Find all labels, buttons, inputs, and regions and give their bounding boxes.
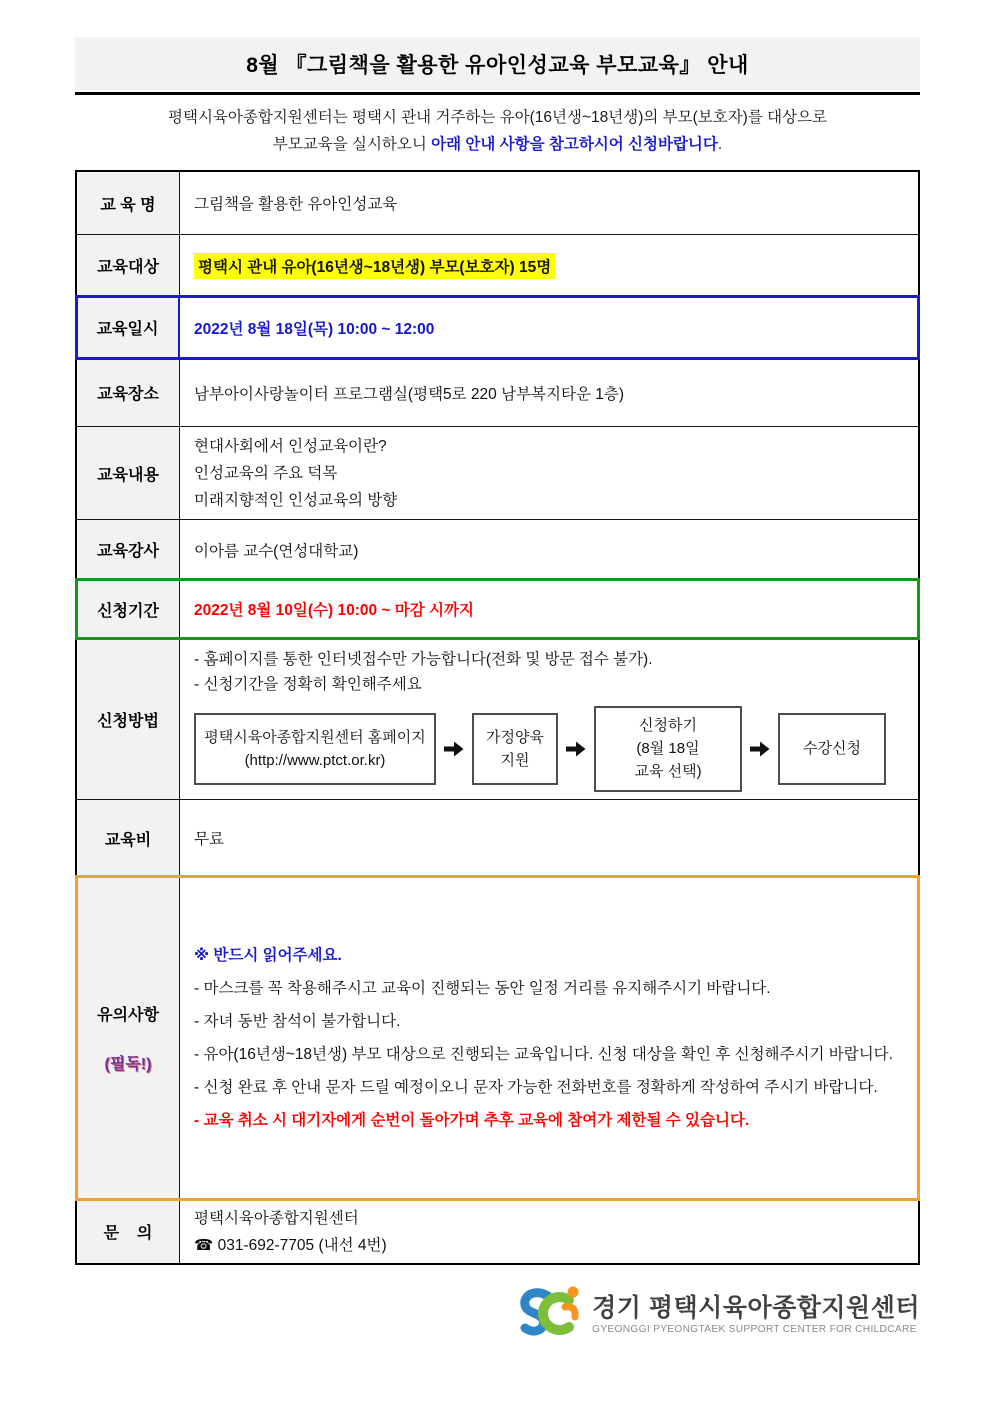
highlighted-target-text: 평택시 관내 유아(16년생~18년생) 부모(보호자) 15명 (194, 253, 555, 279)
arrow-right-icon (750, 741, 770, 757)
label-caution: 유의사항 (필독!) (77, 877, 180, 1199)
row-target (77, 235, 918, 297)
arrow-right-icon (444, 741, 464, 757)
label-lecturer: 교육강사 (77, 520, 180, 579)
notice-header: ※ 반드시 읽어주세요. (194, 947, 342, 964)
label-course-name: 교 육 명 (77, 172, 180, 234)
flow-step-enroll: 수강신청 (778, 713, 886, 785)
method-bullet-1: - 홈페이지를 통한 인터넷접수만 가능합니다(전화 및 방문 접수 불가). (194, 650, 653, 668)
contents-line-3: 미래지향적인 인성교육의 방향 (194, 491, 398, 509)
flow-step-apply: 신청하기 (8월 18일 교육 선택) (594, 706, 742, 792)
apply-flow-diagram (194, 706, 908, 792)
notice-item-2: - 자녀 동반 참석이 불가합니다. (194, 1013, 401, 1030)
row-contact (77, 1200, 918, 1263)
page-title: 8월 『그림책을 활용한 유아인성교육 부모교육』 안내 (246, 53, 749, 77)
label-target: 교육대상 (77, 235, 180, 296)
method-bullet-2: - 신청기간을 정확히 확인해주세요 (194, 675, 422, 693)
flow-step-homepage: 평택시육아종합지원센터 홈페이지 (http://www.ptct.or.kr) (194, 713, 436, 785)
intro-emphasis: 아래 안내 사항을 참고하시어 신청바랍니다 (431, 136, 718, 153)
info-table (75, 170, 920, 1265)
logo-korean-name: 경기 평택시육아종합지원센터 (592, 1294, 920, 1322)
footer (75, 1283, 920, 1346)
label-fee: 교육비 (77, 800, 180, 876)
label-apply-period: 신청기간 (77, 580, 180, 638)
intro-line-1: 평택시육아종합지원센터는 평택시 관내 거주하는 유아(16년생~18년생)의 부모(보호자)를 대상으로 (168, 109, 827, 126)
value-contact (180, 1200, 918, 1263)
row-fee (77, 800, 918, 877)
contents-line-2: 인성교육의 주요 덕목 (194, 464, 338, 482)
value-datetime: 2022년 8월 18일(목) 10:00 ~ 12:00 (194, 320, 435, 338)
value-apply-period: 2022년 8월 10일(수) 10:00 ~ 마감 시까지 (194, 602, 474, 619)
logo-english-name: GYEONGGI PYEONGTAEK SUPPORT CENTER FOR CHILDCARE (592, 1324, 917, 1335)
value-contents (180, 427, 918, 519)
value-course-name: 그림책을 활용한 유아인성교육 (194, 196, 398, 213)
contact-center-name: 평택시육아종합지원센터 (194, 1209, 359, 1227)
label-datetime: 교육일시 (77, 297, 180, 358)
value-target (180, 235, 918, 296)
phone-icon: ☎ (194, 1236, 214, 1254)
label-place: 교육장소 (77, 359, 180, 426)
label-contents: 교육내용 (77, 427, 180, 519)
row-apply-period (77, 580, 918, 639)
notice-item-1: - 마스크를 꼭 착용해주시고 교육이 진행되는 동안 일정 거리를 유지해주시기 바랍니다. (194, 980, 771, 997)
value-lecturer: 이아름 교수(연성대학교) (194, 542, 359, 560)
row-course-name (77, 172, 918, 235)
value-place: 남부아이사랑놀이터 프로그램실(평택5로 220 남부복지타운 1층) (194, 385, 625, 403)
title-bar (75, 37, 920, 90)
contents-line-1: 현대사회에서 인성교육이란? (194, 437, 387, 455)
row-apply-method (77, 639, 918, 800)
arrow-right-icon (566, 741, 586, 757)
flow-step-menu: 가정양육 지원 (472, 713, 558, 785)
row-datetime (77, 297, 918, 359)
intro-line-2: 부모교육을 실시하오니 아래 안내 사항을 참고하시어 신청바랍니다. (272, 136, 723, 153)
childcare-center-logo-icon (518, 1283, 582, 1346)
contact-phone-number: 031-692-7705 (내선 4번) (213, 1236, 387, 1254)
label-apply-method: 신청방법 (77, 639, 180, 799)
caution-must-read-badge: (필독!) (104, 1056, 152, 1073)
value-caution (180, 877, 918, 1199)
intro-paragraph (75, 104, 920, 158)
value-fee: 무료 (194, 831, 224, 848)
notice-item-5: - 교육 취소 시 대기자에게 순번이 돌아가며 추후 교육에 참여가 제한될 수 있습니다. (194, 1112, 750, 1129)
logo-text (592, 1294, 920, 1335)
label-contact: 문 의 (77, 1200, 180, 1263)
contact-phone-line (194, 1232, 908, 1259)
notice-item-4: - 신청 완료 후 안내 문자 드릴 예정이오니 문자 가능한 전화번호를 정확하게 작성하여 주시기 바랍니다. (194, 1079, 878, 1096)
value-apply-method (180, 639, 918, 799)
row-place (77, 359, 918, 427)
title-underline (75, 92, 920, 95)
notice-item-3: - 유아(16년생~18년생) 부모 대상으로 진행되는 교육입니다. 신청 대상을 확인 후 신청해주시기 바랍니다. (194, 1046, 893, 1063)
row-caution (77, 877, 918, 1200)
row-lecturer (77, 520, 918, 580)
row-contents (77, 427, 918, 520)
